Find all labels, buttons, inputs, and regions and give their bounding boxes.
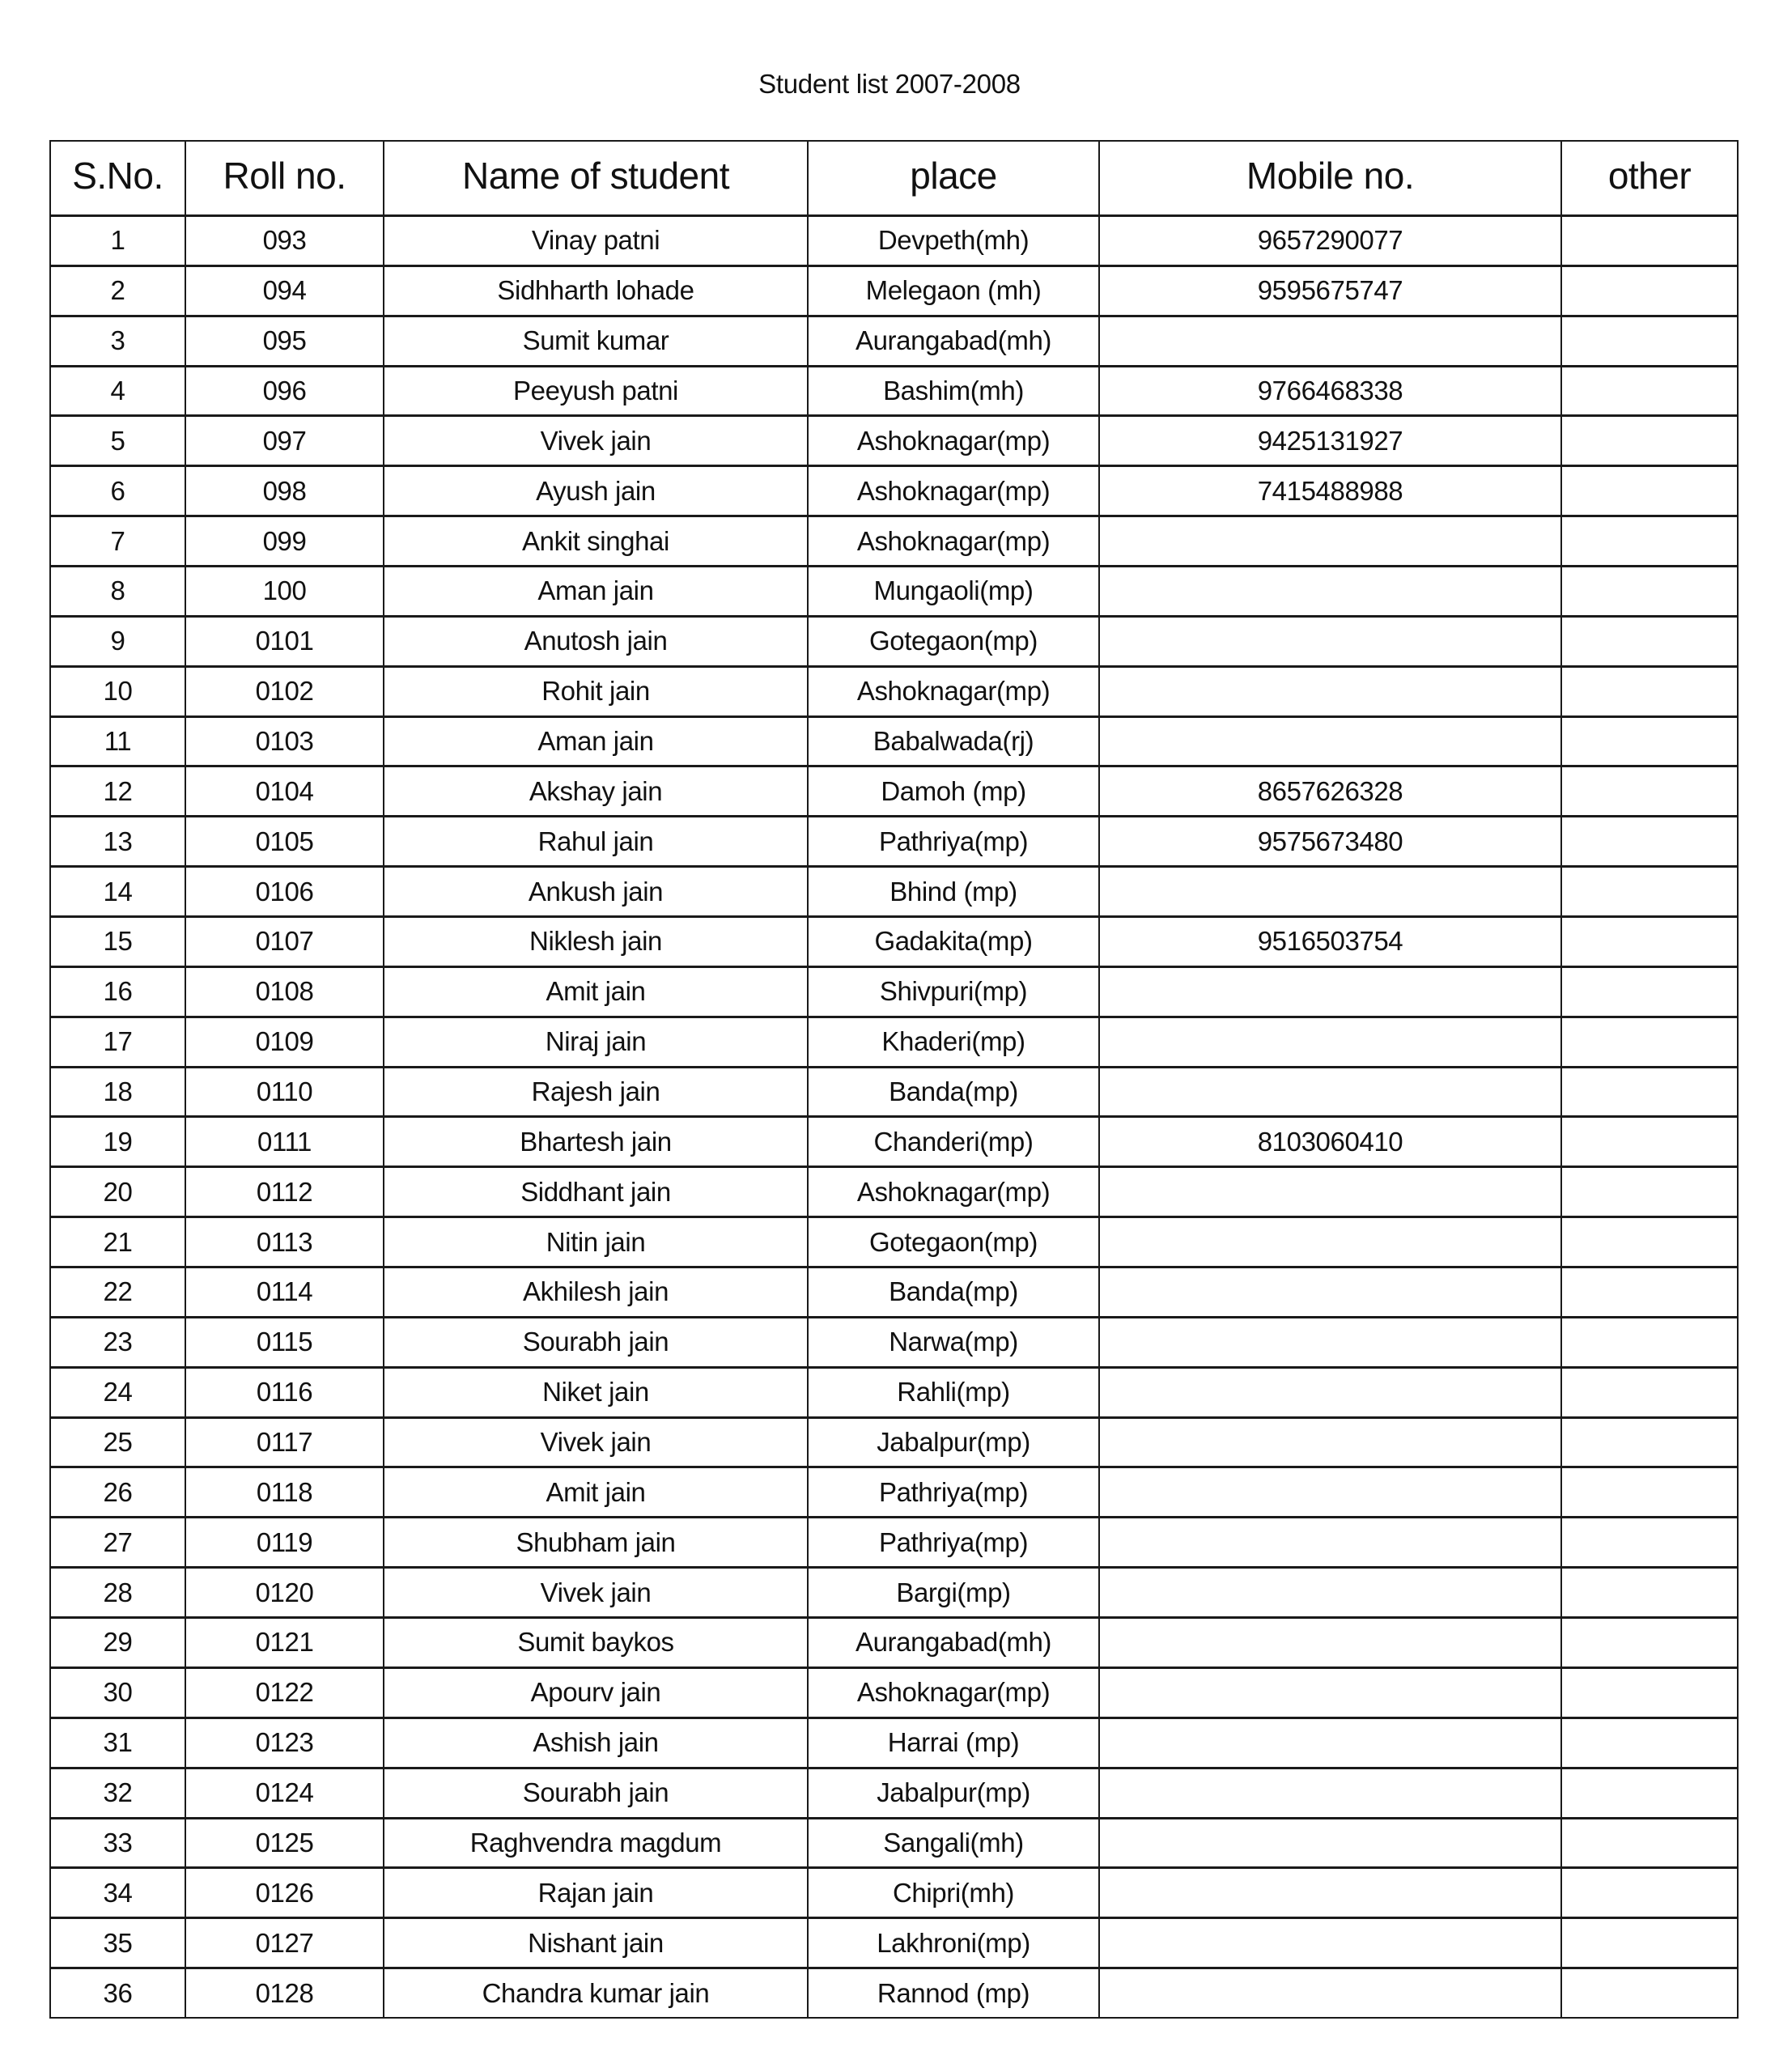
table-body [50,216,1738,2019]
cell-roll-no: 097 [185,416,384,466]
cell-sno: 12 [50,766,185,817]
cell-mobile: 9575673480 [1099,817,1561,867]
cell-other [1561,766,1738,817]
cell-student-name: Sumit kumar [384,316,808,366]
cell-mobile [1099,1918,1561,1968]
cell-place: Ashoknagar(mp) [808,466,1099,516]
table-row [50,1117,1738,1167]
cell-sno: 8 [50,567,185,617]
cell-place: Ashoknagar(mp) [808,1167,1099,1217]
cell-mobile [1099,316,1561,366]
cell-sno: 15 [50,917,185,967]
cell-other [1561,917,1738,967]
cell-other [1561,1017,1738,1067]
cell-mobile [1099,1568,1561,1618]
cell-roll-no: 0117 [185,1417,384,1467]
cell-student-name: Ankit singhai [384,516,808,567]
cell-roll-no: 0127 [185,1918,384,1968]
table-row [50,1217,1738,1267]
cell-place: Chanderi(mp) [808,1117,1099,1167]
cell-roll-no: 0126 [185,1868,384,1918]
cell-other [1561,817,1738,867]
cell-other [1561,1518,1738,1568]
cell-student-name: Anutosh jain [384,616,808,666]
table-row [50,1667,1738,1717]
cell-other [1561,316,1738,366]
cell-place: Khaderi(mp) [808,1017,1099,1067]
cell-place: Gotegaon(mp) [808,1217,1099,1267]
page-title: Student list 2007-2008 [758,69,1021,99]
cell-other [1561,1467,1738,1518]
cell-student-name: Nishant jain [384,1918,808,1968]
cell-roll-no: 0110 [185,1067,384,1117]
table-row [50,1618,1738,1668]
cell-place: Sangali(mh) [808,1818,1099,1868]
cell-sno: 11 [50,716,185,766]
cell-sno: 20 [50,1167,185,1217]
cell-mobile [1099,966,1561,1017]
cell-student-name: Bhartesh jain [384,1117,808,1167]
cell-other [1561,567,1738,617]
cell-other [1561,1768,1738,1818]
cell-other [1561,616,1738,666]
cell-other [1561,466,1738,516]
cell-mobile [1099,1467,1561,1518]
table-row [50,817,1738,867]
cell-roll-no: 099 [185,516,384,567]
cell-place: Devpeth(mh) [808,216,1099,266]
cell-student-name: Peeyush patni [384,366,808,416]
cell-mobile: 7415488988 [1099,466,1561,516]
cell-other [1561,1067,1738,1117]
column-header-name: Name of student [384,141,808,216]
cell-student-name: Akshay jain [384,766,808,817]
cell-sno: 31 [50,1717,185,1768]
cell-roll-no: 0128 [185,1968,384,2019]
table-row [50,1417,1738,1467]
cell-roll-no: 0101 [185,616,384,666]
cell-roll-no: 0116 [185,1367,384,1417]
cell-other [1561,516,1738,567]
cell-mobile: 9657290077 [1099,216,1561,266]
table-row [50,1717,1738,1768]
cell-student-name: Ashish jain [384,1717,808,1768]
cell-mobile [1099,516,1561,567]
cell-roll-no: 0124 [185,1768,384,1818]
cell-sno: 25 [50,1417,185,1467]
cell-student-name: Sourabh jain [384,1768,808,1818]
cell-mobile: 8103060410 [1099,1117,1561,1167]
cell-place: Gadakita(mp) [808,917,1099,967]
cell-other [1561,416,1738,466]
cell-student-name: Siddhant jain [384,1167,808,1217]
table-row [50,1167,1738,1217]
cell-roll-no: 0104 [185,766,384,817]
cell-student-name: Vinay patni [384,216,808,266]
cell-place: Melegaon (mh) [808,265,1099,316]
cell-other [1561,1568,1738,1618]
cell-mobile: 8657626328 [1099,766,1561,817]
cell-student-name: Aman jain [384,567,808,617]
column-header-mobile: Mobile no. [1099,141,1561,216]
table-row [50,867,1738,917]
cell-student-name: Vivek jain [384,1417,808,1467]
cell-other [1561,1117,1738,1167]
cell-mobile: 9425131927 [1099,416,1561,466]
cell-place: Jabalpur(mp) [808,1417,1099,1467]
table-row [50,966,1738,1017]
cell-student-name: Amit jain [384,966,808,1017]
table-header-row [50,141,1738,216]
table-row [50,466,1738,516]
cell-place: Ashoknagar(mp) [808,516,1099,567]
cell-roll-no: 0103 [185,716,384,766]
cell-place: Lakhroni(mp) [808,1918,1099,1968]
cell-mobile [1099,1217,1561,1267]
table-row [50,1317,1738,1367]
cell-place: Banda(mp) [808,1267,1099,1318]
cell-roll-no: 098 [185,466,384,516]
table-row [50,416,1738,466]
cell-mobile [1099,1167,1561,1217]
cell-roll-no: 0125 [185,1818,384,1868]
cell-roll-no: 0115 [185,1317,384,1367]
cell-student-name: Nitin jain [384,1217,808,1267]
cell-sno: 24 [50,1367,185,1417]
cell-sno: 16 [50,966,185,1017]
student-table [49,140,1739,2019]
cell-mobile [1099,1367,1561,1417]
cell-other [1561,867,1738,917]
cell-place: Bashim(mh) [808,366,1099,416]
cell-roll-no: 095 [185,316,384,366]
cell-mobile [1099,1768,1561,1818]
cell-mobile: 9516503754 [1099,917,1561,967]
column-header-roll-no: Roll no. [185,141,384,216]
table-row [50,567,1738,617]
cell-student-name: Rajan jain [384,1868,808,1918]
cell-sno: 22 [50,1267,185,1318]
cell-sno: 32 [50,1768,185,1818]
cell-other [1561,1818,1738,1868]
cell-sno: 34 [50,1868,185,1918]
cell-other [1561,666,1738,716]
cell-other [1561,1217,1738,1267]
cell-sno: 7 [50,516,185,567]
cell-sno: 33 [50,1818,185,1868]
table-row [50,366,1738,416]
cell-roll-no: 0102 [185,666,384,716]
cell-roll-no: 0118 [185,1467,384,1518]
cell-other [1561,1667,1738,1717]
cell-mobile [1099,1868,1561,1918]
cell-mobile [1099,1717,1561,1768]
cell-other [1561,1968,1738,2019]
table-row [50,1818,1738,1868]
cell-sno: 5 [50,416,185,466]
cell-sno: 23 [50,1317,185,1367]
cell-sno: 26 [50,1467,185,1518]
cell-sno: 19 [50,1117,185,1167]
table-row [50,516,1738,567]
table-row [50,1518,1738,1568]
cell-roll-no: 0121 [185,1618,384,1668]
table-row [50,265,1738,316]
cell-student-name: Rohit jain [384,666,808,716]
cell-roll-no: 0122 [185,1667,384,1717]
cell-mobile [1099,1267,1561,1318]
cell-place: Aurangabad(mh) [808,316,1099,366]
cell-other [1561,366,1738,416]
cell-place: Bhind (mp) [808,867,1099,917]
cell-other [1561,716,1738,766]
table-row [50,766,1738,817]
cell-roll-no: 0123 [185,1717,384,1768]
cell-student-name: Rahul jain [384,817,808,867]
cell-place: Aurangabad(mh) [808,1618,1099,1668]
cell-sno: 3 [50,316,185,366]
cell-student-name: Apourv jain [384,1667,808,1717]
table-row [50,716,1738,766]
cell-sno: 14 [50,867,185,917]
cell-student-name: Niraj jain [384,1017,808,1067]
cell-place: Ashoknagar(mp) [808,666,1099,716]
cell-student-name: Raghvendra magdum [384,1818,808,1868]
cell-place: Mungaoli(mp) [808,567,1099,617]
cell-student-name: Niket jain [384,1367,808,1417]
cell-sno: 4 [50,366,185,416]
cell-other [1561,216,1738,266]
cell-place: Pathriya(mp) [808,1467,1099,1518]
table-row [50,1067,1738,1117]
cell-place: Pathriya(mp) [808,1518,1099,1568]
cell-mobile: 9595675747 [1099,265,1561,316]
cell-mobile [1099,616,1561,666]
cell-sno: 10 [50,666,185,716]
table-row [50,1017,1738,1067]
table-row [50,1267,1738,1318]
cell-sno: 18 [50,1067,185,1117]
cell-student-name: Chandra kumar jain [384,1968,808,2019]
cell-other [1561,1317,1738,1367]
cell-place: Shivpuri(mp) [808,966,1099,1017]
cell-mobile [1099,1017,1561,1067]
cell-place: Ashoknagar(mp) [808,416,1099,466]
cell-place: Banda(mp) [808,1067,1099,1117]
cell-mobile [1099,1818,1561,1868]
cell-place: Rahli(mp) [808,1367,1099,1417]
cell-student-name: Rajesh jain [384,1067,808,1117]
cell-sno: 9 [50,616,185,666]
table-row [50,1968,1738,2019]
cell-roll-no: 100 [185,567,384,617]
cell-sno: 36 [50,1968,185,2019]
cell-other [1561,1417,1738,1467]
cell-sno: 29 [50,1618,185,1668]
cell-student-name: Sidhharth lohade [384,265,808,316]
cell-sno: 30 [50,1667,185,1717]
cell-roll-no: 0108 [185,966,384,1017]
cell-place: Chipri(mh) [808,1868,1099,1918]
cell-roll-no: 0105 [185,817,384,867]
cell-student-name: Shubham jain [384,1518,808,1568]
table-row [50,1568,1738,1618]
cell-roll-no: 0106 [185,867,384,917]
cell-sno: 1 [50,216,185,266]
cell-mobile [1099,1667,1561,1717]
cell-mobile [1099,1067,1561,1117]
cell-mobile [1099,1518,1561,1568]
table-row [50,1918,1738,1968]
cell-place: Jabalpur(mp) [808,1768,1099,1818]
cell-roll-no: 0107 [185,917,384,967]
cell-student-name: Akhilesh jain [384,1267,808,1318]
cell-sno: 35 [50,1918,185,1968]
cell-mobile [1099,1968,1561,2019]
cell-student-name: Vivek jain [384,416,808,466]
cell-roll-no: 094 [185,265,384,316]
cell-other [1561,1167,1738,1217]
cell-roll-no: 0111 [185,1117,384,1167]
cell-place: Damoh (mp) [808,766,1099,817]
cell-sno: 6 [50,466,185,516]
table-row [50,1367,1738,1417]
cell-other [1561,1367,1738,1417]
cell-roll-no: 0119 [185,1518,384,1568]
table-row [50,1467,1738,1518]
cell-student-name: Aman jain [384,716,808,766]
cell-place: Gotegaon(mp) [808,616,1099,666]
table-row [50,1868,1738,1918]
cell-sno: 27 [50,1518,185,1568]
cell-other [1561,1717,1738,1768]
cell-place: Pathriya(mp) [808,817,1099,867]
cell-roll-no: 0113 [185,1217,384,1267]
cell-roll-no: 096 [185,366,384,416]
cell-sno: 2 [50,265,185,316]
table-row [50,316,1738,366]
table-row [50,666,1738,716]
cell-place: Harrai (mp) [808,1717,1099,1768]
cell-roll-no: 0120 [185,1568,384,1618]
cell-other [1561,1618,1738,1668]
cell-mobile [1099,1618,1561,1668]
cell-mobile [1099,716,1561,766]
cell-place: Rannod (mp) [808,1968,1099,2019]
cell-sno: 21 [50,1217,185,1267]
cell-other [1561,1868,1738,1918]
cell-other [1561,265,1738,316]
cell-student-name: Ankush jain [384,867,808,917]
cell-sno: 13 [50,817,185,867]
cell-mobile [1099,1317,1561,1367]
table-row [50,1768,1738,1818]
cell-roll-no: 0109 [185,1017,384,1067]
cell-sno: 17 [50,1017,185,1067]
column-header-other: other [1561,141,1738,216]
cell-student-name: Sourabh jain [384,1317,808,1367]
cell-mobile [1099,1417,1561,1467]
cell-other [1561,1918,1738,1968]
cell-student-name: Ayush jain [384,466,808,516]
cell-place: Narwa(mp) [808,1317,1099,1367]
cell-place: Bargi(mp) [808,1568,1099,1618]
cell-student-name: Sumit baykos [384,1618,808,1668]
cell-roll-no: 0112 [185,1167,384,1217]
column-header-place: place [808,141,1099,216]
cell-place: Babalwada(rj) [808,716,1099,766]
cell-mobile [1099,567,1561,617]
column-header-sno: S.No. [50,141,185,216]
cell-place: Ashoknagar(mp) [808,1667,1099,1717]
cell-student-name: Amit jain [384,1467,808,1518]
cell-mobile [1099,867,1561,917]
cell-other [1561,966,1738,1017]
cell-mobile: 9766468338 [1099,366,1561,416]
cell-roll-no: 093 [185,216,384,266]
cell-student-name: Vivek jain [384,1568,808,1618]
cell-other [1561,1267,1738,1318]
table-row [50,917,1738,967]
cell-roll-no: 0114 [185,1267,384,1318]
table-row [50,216,1738,266]
cell-sno: 28 [50,1568,185,1618]
table-row [50,616,1738,666]
cell-mobile [1099,666,1561,716]
cell-student-name: Niklesh jain [384,917,808,967]
